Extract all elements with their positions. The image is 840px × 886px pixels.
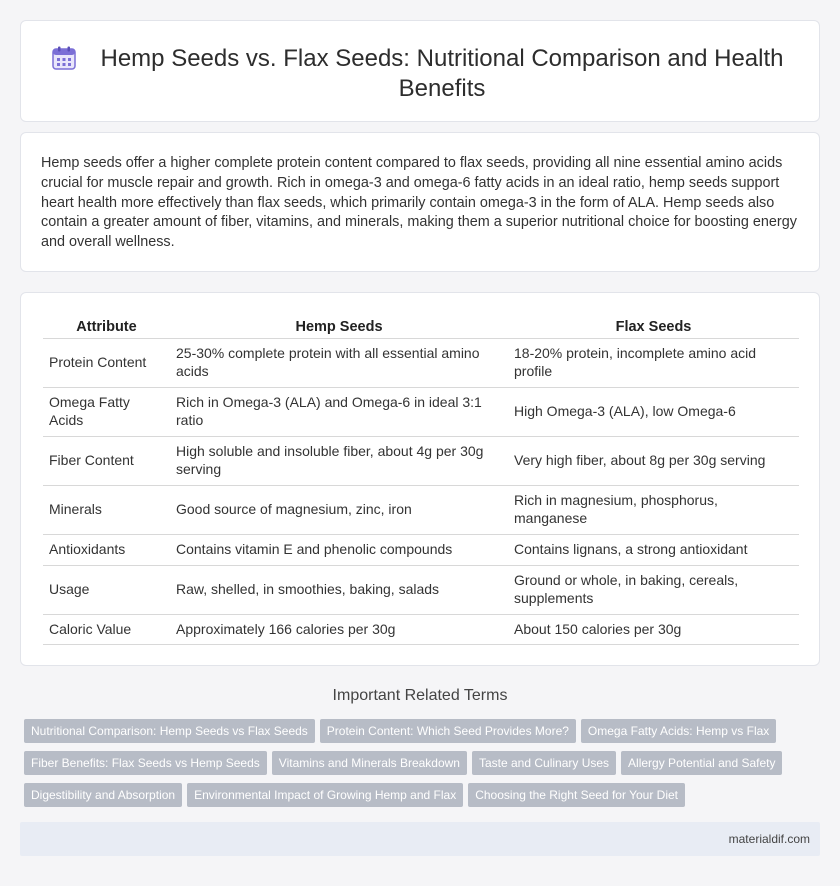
cell-hemp: Rich in Omega-3 (ALA) and Omega-6 in ideal 3:1 ratio	[170, 388, 508, 437]
comparison-table-card	[20, 292, 820, 666]
table-row	[43, 615, 799, 646]
related-term-tag[interactable]: Environmental Impact of Growing Hemp and Flax	[187, 783, 463, 807]
table-header-row	[43, 309, 799, 339]
related-terms-title: Important Related Terms	[332, 687, 508, 704]
related-term-tag[interactable]: Digestibility and Absorption	[24, 783, 182, 807]
cell-hemp: 25-30% complete protein with all essential amino acids	[170, 339, 508, 388]
table-row	[43, 437, 799, 486]
footer-site-link[interactable]: materialdif.com	[728, 832, 810, 846]
cell-flax: Very high fiber, about 8g per 30g serving	[508, 437, 799, 486]
related-term-tag[interactable]: Protein Content: Which Seed Provides More?	[320, 719, 576, 743]
cell-attribute: Caloric Value	[43, 615, 170, 646]
cell-hemp: High soluble and insoluble fiber, about 4g per 30g serving	[170, 437, 508, 486]
calendar-icon	[51, 45, 77, 71]
cell-attribute: Antioxidants	[43, 535, 170, 566]
cell-attribute: Minerals	[43, 486, 170, 535]
column-header-flax: Flax Seeds	[508, 309, 799, 339]
related-term-tag[interactable]: Vitamins and Minerals Breakdown	[272, 751, 467, 775]
page-title: Hemp Seeds vs. Flax Seeds: Nutritional Comparison and Health Benefits	[100, 45, 784, 102]
cell-hemp: Approximately 166 calories per 30g	[170, 615, 508, 646]
cell-flax: High Omega-3 (ALA), low Omega-6	[508, 388, 799, 437]
page-header	[21, 21, 819, 104]
summary-text: Hemp seeds offer a higher complete protein content compared to flax seeds, providing all nine essential amino acids crucial for muscle repair and growth. Rich in omega-3 and omega-6 fatty acids in an ideal ratio, hemp seeds support heart health more effectively than flax seeds, which primarily contain omega-3 in the form of ALA. Hemp seeds also contain a greater amount of fiber, vitamins, and minerals, making them a superior nutritional choice for boosting energy and overall wellness.	[41, 155, 797, 251]
table-row	[43, 566, 799, 615]
table-row	[43, 535, 799, 566]
related-term-tag[interactable]: Taste and Culinary Uses	[472, 751, 616, 775]
table-row	[43, 486, 799, 535]
column-header-hemp: Hemp Seeds	[170, 309, 508, 339]
cell-hemp: Raw, shelled, in smoothies, baking, salads	[170, 566, 508, 615]
cell-attribute: Usage	[43, 566, 170, 615]
cell-flax: About 150 calories per 30g	[508, 615, 799, 646]
cell-flax: Contains lignans, a strong antioxidant	[508, 535, 799, 566]
header-card	[20, 20, 820, 122]
cell-attribute: Fiber Content	[43, 437, 170, 486]
cell-hemp: Contains vitamin E and phenolic compounds	[170, 535, 508, 566]
cell-attribute: Omega Fatty Acids	[43, 388, 170, 437]
comparison-table	[43, 309, 799, 645]
table-row	[43, 339, 799, 388]
related-term-tag[interactable]: Fiber Benefits: Flax Seeds vs Hemp Seeds	[24, 751, 267, 775]
column-header-attribute: Attribute	[43, 309, 170, 339]
related-term-tag[interactable]: Omega Fatty Acids: Hemp vs Flax	[581, 719, 776, 743]
table-row	[43, 388, 799, 437]
cell-hemp: Good source of magnesium, zinc, iron	[170, 486, 508, 535]
related-term-tag[interactable]: Nutritional Comparison: Hemp Seeds vs Flax Seeds	[24, 719, 315, 743]
summary-card	[20, 132, 820, 272]
related-terms-list	[24, 719, 816, 815]
footer	[20, 822, 820, 856]
related-term-tag[interactable]: Allergy Potential and Safety	[621, 751, 782, 775]
cell-flax: Rich in magnesium, phosphorus, manganese	[508, 486, 799, 535]
related-term-tag[interactable]: Choosing the Right Seed for Your Diet	[468, 783, 685, 807]
cell-flax: 18-20% protein, incomplete amino acid profile	[508, 339, 799, 388]
cell-attribute: Protein Content	[43, 339, 170, 388]
cell-flax: Ground or whole, in baking, cereals, supplements	[508, 566, 799, 615]
